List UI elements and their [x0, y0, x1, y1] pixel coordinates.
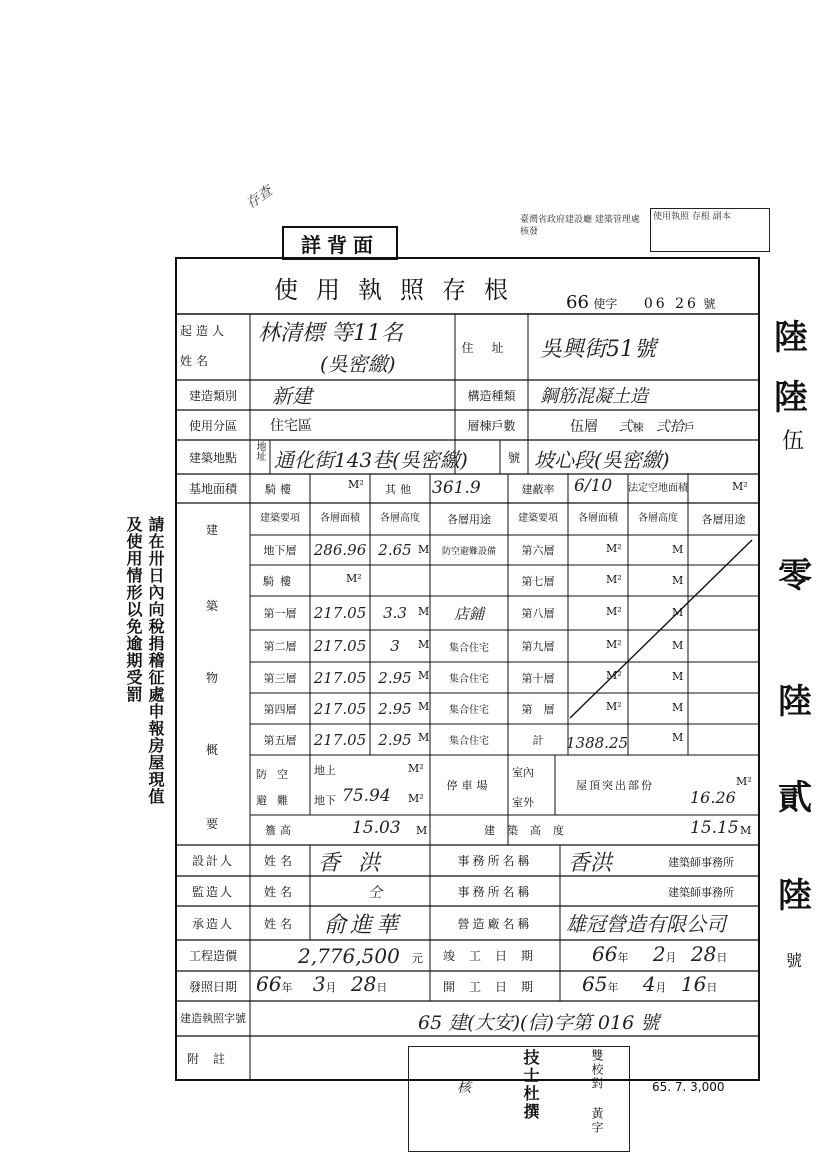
builder-label: 承造人 [191, 916, 234, 931]
start-date [566, 972, 758, 996]
right-edge-chars [768, 300, 830, 1000]
edge-char: 陸 [778, 682, 812, 722]
floor-name: 第四層 [263, 702, 297, 716]
hdr-use-right: 各層用途 [701, 513, 746, 526]
shelter-label: 防空避難 [256, 768, 298, 807]
zone-label: 使用分區 [188, 418, 237, 433]
unit-m: M [418, 638, 430, 651]
unit-m: M [672, 543, 684, 556]
unit-m: M [418, 605, 430, 618]
side-char: 建 [206, 523, 219, 537]
permit-word: 使字 [593, 297, 618, 311]
footer-print: 65. 7. 3,000 [652, 1080, 725, 1094]
supervisor-name-label: 姓名 [263, 884, 296, 899]
floor-use: 集合住宅 [449, 642, 489, 654]
floor-use: 集合住宅 [449, 705, 489, 716]
finish-label: 竣工日期 [442, 949, 547, 963]
hdr-item-right: 建築要項 [518, 513, 558, 524]
cost-value: 2,776,500 [298, 944, 400, 968]
start-day: 16 [680, 972, 707, 996]
hdr-area-right: 各層面積 [578, 513, 618, 524]
floor-name: 第 層 [521, 702, 555, 716]
structure-label: 構造種類 [467, 388, 516, 403]
designer-office-label: 事務所名稱 [457, 854, 533, 868]
zone-value: 住宅區 [270, 418, 312, 434]
side-char: 概 [206, 743, 219, 757]
parking-out: 室外 [512, 796, 534, 809]
floor-use: 店鋪 [453, 604, 484, 623]
hdr-area-left: 各層面積 [320, 513, 360, 524]
floor-height: 3 [390, 637, 400, 655]
floor-name: 第二層 [263, 640, 297, 653]
corner-stamp-left: 臺灣省政府建設廳 建築管理處 核發 [520, 215, 640, 237]
floor-height: 2.95 [378, 699, 412, 718]
floor-height: 3.3 [383, 604, 407, 622]
floor-use: 防空避難設備 [441, 546, 496, 557]
edge-char: 陸 [774, 318, 808, 358]
floors-label: 層棟戶數 [467, 418, 516, 433]
site-label: 建築地點 [188, 450, 237, 465]
floor-height: 2.65 [378, 541, 412, 559]
designer-office-suffix: 建築師事務所 [668, 856, 734, 869]
floors-value-group [570, 416, 758, 436]
roof-unit: M² [736, 775, 752, 788]
day-mark: 日 [716, 951, 728, 964]
other-area-label: 其他 [385, 482, 415, 496]
tax-notice: 請在卅日內向稅捐稽征處申報房屋現值及使用情形以免逾期受罰 [124, 516, 165, 805]
bldg-height-label: 建築高度 [484, 824, 576, 837]
unit-m2: M² [606, 542, 622, 555]
total-area: 1388.25 [566, 734, 629, 752]
unit-m: M [672, 574, 684, 587]
owner-address: 吳興街51號 [540, 337, 656, 362]
floor-name: 第一層 [263, 607, 297, 620]
eave-value: 15.03 [352, 818, 401, 838]
cost-unit: 元 [412, 952, 423, 965]
floor-name: 騎樓 [263, 574, 297, 588]
issue-label: 發照日期 [188, 979, 237, 994]
floor-area: 217.05 [313, 668, 367, 687]
shelter-above: 地上 [314, 764, 336, 777]
edge-char: 伍 [782, 429, 805, 454]
unit-m2: M² [606, 700, 622, 713]
floor-name: 第五層 [263, 733, 297, 747]
coverage-value: 6/10 [574, 476, 613, 496]
site-sub-label: 地址 [254, 441, 265, 461]
eave-unit: M [416, 824, 428, 837]
shelter-above-unit: M² [408, 762, 424, 775]
unit-m: M [672, 606, 684, 619]
year-mark: 年 [617, 951, 629, 964]
corner-stamp-right: 使用執照 存根 副本 [650, 208, 770, 252]
site-address: 通化街143巷(吳密繳) [274, 448, 468, 472]
hdr-height-left: 各層高度 [380, 513, 420, 524]
structure-value: 鋼筋混凝土造 [540, 386, 648, 407]
open-space-label: 法定空地面積 [628, 483, 688, 494]
day-mark: 日 [706, 981, 718, 994]
finish-day: 28 [690, 942, 717, 966]
shelter-below-value: 75.94 [342, 786, 391, 806]
month-mark: 月 [655, 981, 667, 994]
finish-year: 66 [592, 942, 618, 966]
edge-char: 陸 [778, 876, 812, 916]
hdr-use-left: 各層用途 [447, 513, 491, 526]
floor-name: 計 [532, 733, 544, 747]
permit-number-line [566, 292, 758, 312]
bldg-height-value: 15.15 [690, 818, 739, 838]
floor-height: 2.95 [378, 668, 412, 687]
unit-m2: M² [346, 572, 362, 585]
floor-area: 217.05 [313, 730, 367, 749]
units-value: 弍拾 [655, 419, 684, 435]
shelter-below-unit: M² [408, 792, 424, 805]
bldg-height-unit: M [740, 824, 752, 837]
unit-m: M [418, 700, 430, 713]
buildings-value: 弍 [618, 419, 633, 435]
floor-area: 217.05 [313, 699, 367, 718]
start-year: 65 [582, 972, 608, 996]
floor-name: 第六層 [521, 544, 555, 557]
supervisor-office-label: 事務所名稱 [457, 884, 533, 899]
floor-area: 217.05 [313, 604, 367, 622]
unit-m: M [672, 670, 684, 683]
designer-office: 香洪 [568, 851, 613, 876]
address-label: 住址 [461, 340, 522, 355]
edge-char: 貳 [778, 778, 812, 818]
unit-m: M [672, 731, 684, 744]
owner-name-2: (吳密繳) [320, 352, 396, 376]
owner-name-label: 姓名 [180, 354, 213, 368]
unit-m2: M² [606, 638, 622, 651]
permit-no: 06 26 [643, 296, 699, 312]
units-unit: 戶 [683, 421, 695, 434]
issue-date [256, 972, 428, 996]
start-month: 4 [642, 972, 656, 996]
roof-value: 16.26 [690, 788, 736, 807]
issue-year: 66 [256, 972, 282, 996]
floor-name: 第三層 [263, 671, 297, 685]
supervisor-name: 仝 [368, 885, 382, 901]
finish-date [566, 942, 758, 966]
shelter-below: 地下 [314, 794, 336, 807]
permit-prefix: 66 [566, 292, 589, 313]
permit-ref-value: 65 建(大安)(信)字第 016 號 [418, 1012, 660, 1034]
edge-char: 號 [786, 951, 803, 970]
page-title: 使用執照存根 [274, 275, 526, 304]
designer-name-label: 姓名 [263, 854, 296, 868]
floor-use: 集合住宅 [449, 674, 489, 685]
permit-suffix: 號 [703, 297, 716, 311]
supervisor-office-suffix: 建築師事務所 [668, 886, 734, 899]
hdr-height-right: 各層高度 [638, 513, 678, 524]
unit-m2: M² [606, 573, 622, 586]
edge-char: 陸 [774, 378, 808, 418]
edge-char: 零 [778, 556, 812, 596]
issue-day: 28 [350, 972, 377, 996]
unit-m: M [418, 669, 430, 682]
parking-in: 室內 [512, 766, 534, 779]
floor-name: 第十層 [521, 671, 555, 685]
site-hao: 號 [507, 450, 520, 465]
unit-m: M [418, 543, 430, 556]
builder-name: 俞進華 [324, 913, 403, 938]
side-char: 要 [206, 817, 219, 831]
buildings-unit: 棟 [632, 421, 644, 434]
unit-m: M [672, 639, 684, 652]
floor-use: 集合住宅 [449, 736, 489, 747]
company-label: 營造廠名稱 [457, 916, 533, 931]
day-mark: 日 [376, 981, 388, 994]
category-value: 新建 [272, 384, 312, 408]
floor-name: 第八層 [521, 607, 555, 620]
parking-label: 停車場 [446, 779, 492, 792]
roof-label: 屋頂突出部份 [576, 779, 654, 792]
bottom-stamp-block [408, 1046, 630, 1152]
unit-m2: M² [606, 669, 622, 682]
year-mark: 年 [281, 981, 293, 994]
permit-ref-label: 建造執照字號 [180, 1011, 246, 1025]
company-name: 雄冠營造有限公司 [566, 912, 726, 936]
site-lot: 坡心段(吳密繳) [534, 448, 670, 472]
note-label: 附註 [186, 1051, 239, 1066]
start-label: 開工日期 [442, 979, 547, 994]
bottom-stamp-c: 雙校對 黃字 [590, 1049, 604, 1135]
bottom-stamp-a: 核 [457, 1080, 471, 1096]
month-mark: 月 [665, 951, 677, 964]
coverage-label: 建蔽率 [521, 482, 555, 496]
builder-name-label: 姓名 [263, 916, 296, 931]
eave-label: 簷高 [265, 824, 295, 837]
owner-role-label: 起造人 [180, 324, 229, 338]
bottom-stamp-b: 技士杜撰 [521, 1049, 540, 1121]
floor-area: 286.96 [313, 541, 367, 559]
category-label: 建造類別 [188, 388, 237, 403]
hdr-item-left: 建築要項 [260, 513, 300, 524]
diagonal-stamp: 存查 [243, 183, 276, 213]
designer-label: 設計人 [191, 854, 234, 868]
floor-name: 第七層 [521, 574, 555, 588]
floors-value: 伍層 [570, 419, 598, 435]
issue-month: 3 [312, 972, 326, 996]
month-mark: 月 [325, 981, 337, 994]
finish-month: 2 [652, 942, 666, 966]
title-stamp: 詳背面 [282, 226, 398, 260]
floor-name: 第九層 [521, 640, 555, 653]
base-area-label: 基地面積 [188, 482, 237, 496]
floor-height: 2.95 [378, 730, 412, 749]
unit-m: M [672, 701, 684, 714]
cost-label: 工程造價 [188, 949, 237, 963]
other-area-value: 361.9 [432, 478, 481, 498]
open-space-unit: M² [732, 480, 748, 493]
side-char: 物 [206, 671, 219, 685]
arcade-area-label: 騎樓 [265, 482, 295, 496]
floor-name: 地下層 [263, 544, 297, 557]
unit-m: M [418, 731, 430, 744]
year-mark: 年 [607, 981, 619, 994]
owner-name-1: 林清標 等11名 [258, 321, 403, 346]
arcade-area-unit: M² [348, 478, 364, 491]
floor-side-label [176, 503, 250, 845]
unit-m2: M² [606, 605, 622, 618]
floor-area: 217.05 [313, 637, 367, 655]
designer-name: 香洪 [318, 851, 399, 876]
side-char: 築 [206, 599, 219, 613]
supervisor-label: 監造人 [191, 884, 234, 899]
